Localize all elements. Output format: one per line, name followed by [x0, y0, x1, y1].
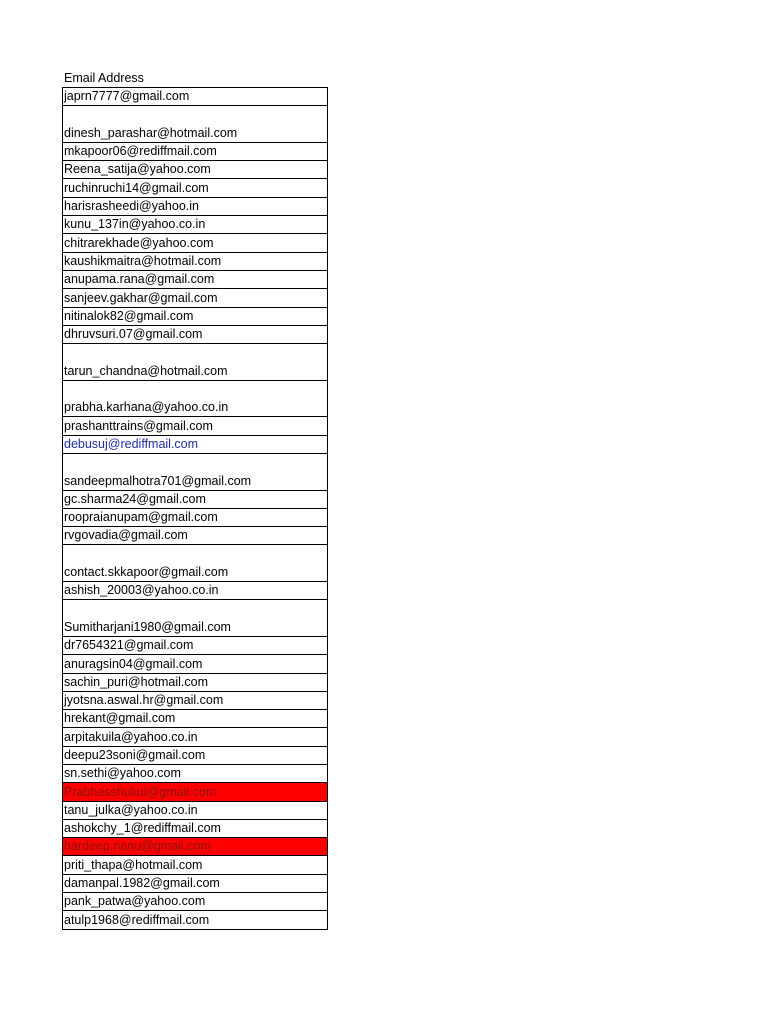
- email-cell[interactable]: dinesh_parashar@hotmail.com: [63, 106, 328, 143]
- table-row: [63, 270, 328, 288]
- email-cell[interactable]: dhruvsuri.07@gmail.com: [63, 325, 328, 343]
- email-cell[interactable]: contact.skkapoor@gmail.com: [63, 545, 328, 582]
- table-row: [63, 88, 328, 106]
- table-row: [63, 856, 328, 874]
- table-row: [63, 600, 328, 637]
- email-cell[interactable]: sandeepmalhotra701@gmail.com: [63, 453, 328, 490]
- table-row: [63, 435, 328, 453]
- email-cell[interactable]: rvgovadia@gmail.com: [63, 527, 328, 545]
- email-cell[interactable]: harisrasheedi@yahoo.in: [63, 197, 328, 215]
- table-row: [63, 582, 328, 600]
- email-cell[interactable]: chitrarekhade@yahoo.com: [63, 234, 328, 252]
- email-cell[interactable]: roopraianupam@gmail.com: [63, 508, 328, 526]
- table-row: [63, 655, 328, 673]
- email-cell[interactable]: Reena_satija@yahoo.com: [63, 161, 328, 179]
- table-row: [63, 783, 328, 801]
- email-cell[interactable]: ashokchy_1@rediffmail.com: [63, 819, 328, 837]
- email-cell[interactable]: hrekant@gmail.com: [63, 710, 328, 728]
- table-row: [63, 710, 328, 728]
- email-cell[interactable]: hardeep.nanu@gmail.com: [63, 838, 328, 856]
- table-row: [63, 691, 328, 709]
- email-cell[interactable]: ashish_20003@yahoo.co.in: [63, 582, 328, 600]
- table-row: [63, 161, 328, 179]
- email-cell[interactable]: deepu23soni@gmail.com: [63, 746, 328, 764]
- table-row: [63, 764, 328, 782]
- spreadsheet: [62, 69, 328, 930]
- table-row: [63, 142, 328, 160]
- table-row: [63, 746, 328, 764]
- table-row: [63, 234, 328, 252]
- email-cell[interactable]: sanjeev.gakhar@gmail.com: [63, 289, 328, 307]
- table-row: [63, 819, 328, 837]
- email-cell[interactable]: sn.sethi@yahoo.com: [63, 764, 328, 782]
- email-cell[interactable]: Sumitharjani1980@gmail.com: [63, 600, 328, 637]
- table-row: [63, 252, 328, 270]
- email-cell[interactable]: kunu_137in@yahoo.co.in: [63, 216, 328, 234]
- table-row: [63, 545, 328, 582]
- email-cell[interactable]: mkapoor06@rediffmail.com: [63, 142, 328, 160]
- email-cell[interactable]: tarun_chandna@hotmail.com: [63, 344, 328, 381]
- table-row: [63, 490, 328, 508]
- table-row: [63, 344, 328, 381]
- table-row: [63, 874, 328, 892]
- email-link-cell[interactable]: debusuj@rediffmail.com: [63, 435, 328, 453]
- email-cell[interactable]: nitinalok82@gmail.com: [63, 307, 328, 325]
- table-row: [63, 838, 328, 856]
- email-cell[interactable]: atulp1968@rediffmail.com: [63, 911, 328, 929]
- table-row: [63, 508, 328, 526]
- email-cell[interactable]: anupama.rana@gmail.com: [63, 270, 328, 288]
- table-row: [63, 453, 328, 490]
- email-cell[interactable]: arpitakuila@yahoo.co.in: [63, 728, 328, 746]
- table-row: [63, 636, 328, 654]
- email-table: [62, 87, 328, 930]
- table-row: [63, 325, 328, 343]
- email-cell[interactable]: dr7654321@gmail.com: [63, 636, 328, 654]
- table-row: [63, 893, 328, 911]
- table-row: [63, 728, 328, 746]
- email-cell[interactable]: tanu_julka@yahoo.co.in: [63, 801, 328, 819]
- email-cell[interactable]: ruchinruchi14@gmail.com: [63, 179, 328, 197]
- email-cell[interactable]: damanpal.1982@gmail.com: [63, 874, 328, 892]
- email-cell[interactable]: jyotsna.aswal.hr@gmail.com: [63, 691, 328, 709]
- email-cell[interactable]: pank_patwa@yahoo.com: [63, 893, 328, 911]
- table-row: [63, 911, 328, 929]
- table-row: [63, 673, 328, 691]
- table-row: [63, 289, 328, 307]
- email-cell[interactable]: kaushikmaitra@hotmail.com: [63, 252, 328, 270]
- table-row: [63, 307, 328, 325]
- table-row: [63, 380, 328, 417]
- table-row: [63, 417, 328, 435]
- email-cell[interactable]: anuragsin04@gmail.com: [63, 655, 328, 673]
- email-cell[interactable]: japrn7777@gmail.com: [63, 88, 328, 106]
- email-cell[interactable]: gc.sharma24@gmail.com: [63, 490, 328, 508]
- email-cell[interactable]: prashanttrains@gmail.com: [63, 417, 328, 435]
- table-row: [63, 197, 328, 215]
- email-cell[interactable]: Prabhasshukul@gmail.com: [63, 783, 328, 801]
- email-cell[interactable]: sachin_puri@hotmail.com: [63, 673, 328, 691]
- column-header-email[interactable]: Email Address: [64, 71, 144, 85]
- table-row: [63, 216, 328, 234]
- email-cell[interactable]: priti_thapa@hotmail.com: [63, 856, 328, 874]
- table-row: [63, 801, 328, 819]
- email-table-body: [63, 88, 328, 930]
- email-cell[interactable]: prabha.karhana@yahoo.co.in: [63, 380, 328, 417]
- table-row: [63, 527, 328, 545]
- table-row: [63, 106, 328, 143]
- table-row: [63, 179, 328, 197]
